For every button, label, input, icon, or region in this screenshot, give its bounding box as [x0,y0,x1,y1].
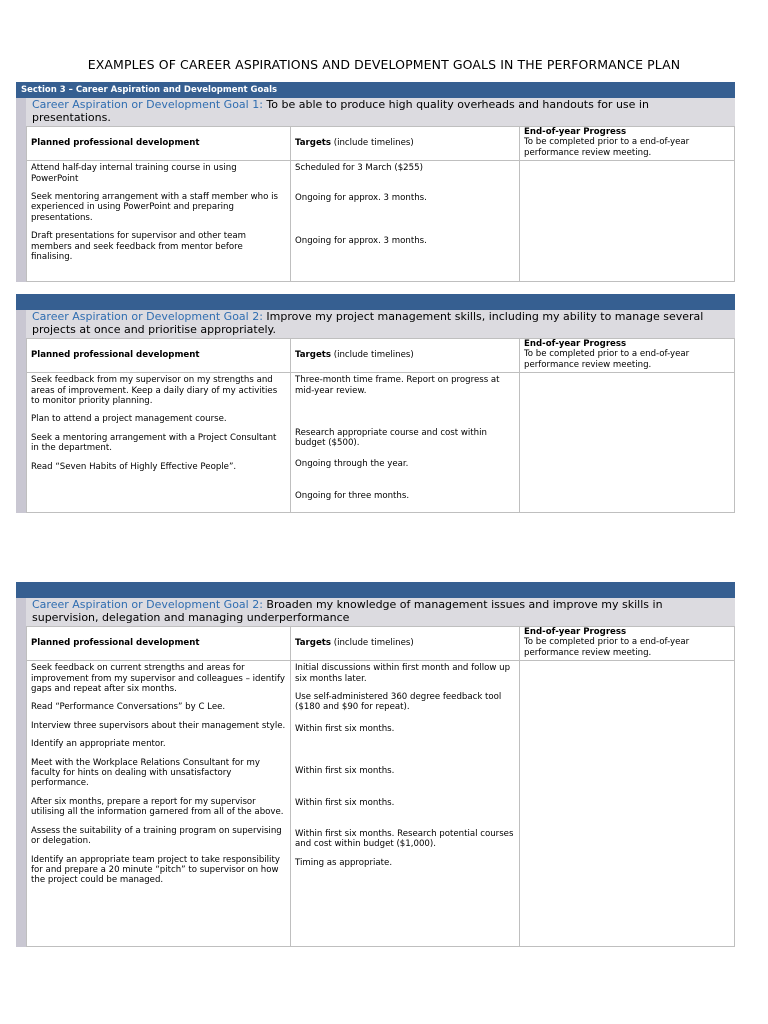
planned-item: Seek feedback on current strengths and areas for improvement from my supervisor and colleagues – identify gaps and repeat after six months. [31,663,285,695]
progress-cell [520,661,735,947]
section-band [16,582,735,598]
targets-cell [291,373,520,512]
progress-sub: To be completed prior to a end-of-year performance review meeting. [524,637,690,658]
targets-header-bold: Targets [295,138,331,149]
goal-section-1 [16,82,735,282]
targets-header-bold: Targets [295,350,331,361]
planned-item: Identify an appropriate team project to take responsibility for and prepare a 20 minute “pitch” to supervisor on how the project could be managed. [31,854,280,886]
targets-header-rest: (include timelines) [331,138,414,149]
progress-sub: To be completed prior to a end-of-year performance review meeting. [524,137,690,158]
goal-section-2 [16,294,735,513]
planned-item: Interview three supervisors about their management style. [31,720,286,731]
header-row [27,339,735,373]
goal-table-wrap [16,126,735,282]
planned-item: Read “Seven Habits of Highly Effective People”. [31,461,237,472]
planned-item: Attend half-day internal training course in using PowerPoint [31,163,237,184]
planned-cell [27,161,291,282]
target-item: Three-month time frame. Report on progress at mid-year review. [295,375,500,396]
planned-header: Planned professional development [27,127,291,161]
content-row [27,373,735,512]
targets-header [291,127,520,161]
header-row [27,127,735,161]
progress-title: End-of-year Progress [524,127,627,137]
planned-item: Seek feedback from my supervisor on my strengths and areas of improvement. Keep a daily diary of my activities to monitor priority planning. [31,375,278,407]
planned-item: Read “Performance Conversations” by C Lee. [31,702,226,713]
planned-item: Seek a mentoring arrangement with a Project Consultant in the department. [31,432,277,454]
targets-cell [291,161,520,282]
target-item: Scheduled for 3 March ($255) [295,163,423,174]
planned-item: Meet with the Workplace Relations Consultant for my faculty for hints on dealing with unsatisfactory performance. [31,757,260,789]
section-band [16,294,735,310]
progress-cell [520,161,735,282]
planned-item: Assess the suitability of a training program on supervising or delegation. [31,825,282,847]
targets-header-rest: (include timelines) [331,638,414,649]
targets-header [291,627,520,661]
target-item: Within first six months. [295,723,395,734]
progress-header [520,339,735,373]
target-item: Ongoing for approx. 3 months. [295,192,427,203]
planned-cell [27,661,291,947]
content-row [27,661,735,947]
target-item: Research appropriate course and cost within budget ($500). [295,428,487,449]
planned-header: Planned professional development [27,627,291,661]
goal-label: Career Aspiration or Development Goal 1: [32,98,263,111]
goal-label: Career Aspiration or Development Goal 2: [32,598,263,611]
goal-table-wrap [16,626,735,947]
progress-title: End-of-year Progress [524,627,627,637]
goal-text: Improve my project management skills, including my ability to manage several projects at once and prioritise appropriately. [32,310,704,336]
goal-heading [16,98,735,126]
targets-header-rest: (include timelines) [331,350,414,361]
content-row [27,161,735,282]
page-title: EXAMPLES OF CAREER ASPIRATIONS AND DEVELOPMENT GOALS IN THE PERFORMANCE PLAN [87,57,681,72]
header-row [27,627,735,661]
progress-header [520,127,735,161]
target-item: Timing as appropriate. [295,857,393,868]
goal-text: Broaden my knowledge of management issues and improve my skills in supervision, delegation and managing underperformance [32,598,663,624]
target-item: Initial discussions within first month and follow up six months later. [295,663,511,684]
goal-heading [16,310,735,338]
goal-table-wrap [16,338,735,513]
target-item: Use self-administered 360 degree feedback tool ($180 and $90 for repeat). [295,692,502,713]
planned-item: Draft presentations for supervisor and other team members and seek feedback from mentor before finalising. [31,231,247,263]
goal-table [26,126,735,282]
planned-item: Seek mentoring arrangement with a staff member who is experienced in using PowerPoint and preparing presentations. [31,192,278,223]
progress-cell [520,373,735,512]
target-item: Within first six months. [295,766,395,777]
progress-title: End-of-year Progress [524,339,627,349]
planned-header: Planned professional development [27,339,291,373]
targets-cell [291,661,520,947]
planned-cell [27,373,291,512]
target-item: Ongoing through the year. [295,458,409,469]
target-item: Ongoing for three months. [295,491,410,502]
goal-table [26,338,735,513]
target-item: Within first six months. Research potential courses and cost within budget ($1,000). [295,829,514,850]
progress-sub: To be completed prior to a end-of-year performance review meeting. [524,349,690,370]
target-item: Ongoing for approx. 3 months. [295,236,427,247]
planned-item: Identify an appropriate mentor. [31,739,166,750]
goal-label: Career Aspiration or Development Goal 2: [32,310,263,323]
planned-item: Plan to attend a project management course. [31,414,227,425]
goal-text: To be able to produce high quality overheads and handouts for use in presentations. [32,98,649,124]
targets-header [291,339,520,373]
planned-item: After six months, prepare a report for my supervisor utilising all the information garnered from all of the above. [31,796,284,818]
targets-header-bold: Targets [295,638,331,649]
goal-heading [16,598,735,626]
goal-table [26,626,735,947]
goal-section-3 [16,582,735,947]
target-item: Within first six months. [295,797,395,808]
progress-header [520,627,735,661]
section-band: Section 3 – Career Aspiration and Development Goals [16,82,735,98]
